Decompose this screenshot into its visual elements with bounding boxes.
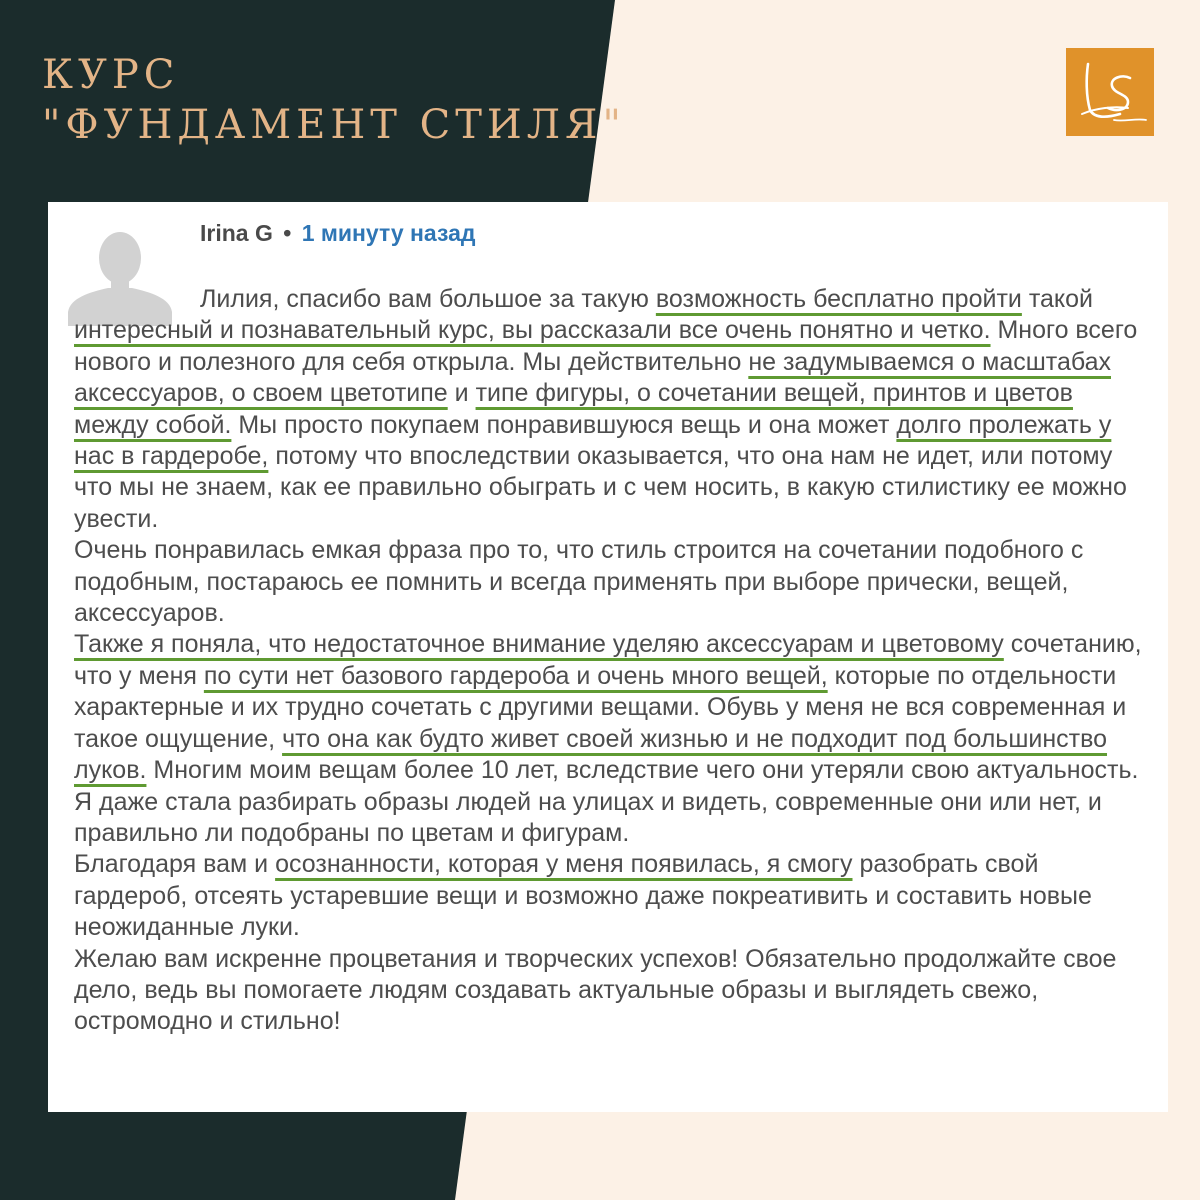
comment-text: такой [1021,285,1093,313]
comment-text: потому что впоследствии оказывается, что она нам не идет, или потому что мы не знаем, как ее правильно обыграть и с чем носить, в какую стилистику ее можно увести. [74,442,1127,533]
comment-paragraph [74,284,1149,535]
highlighted-phrase: возможность бесплатно пройти [655,285,1022,313]
comment-text: Лилия, спасибо вам большое за такую [200,285,656,313]
comment-text: сочетанию, что у меня [74,630,1142,690]
highlighted-phrase: что она как будто живет своей жизнью и не подходит под большинство луков. [74,724,1108,785]
comment-text: Много всего нового и полезного для себя открыла. Мы действительно [74,316,1138,376]
highlighted-phrase: интересный и познавательный курс, вы рассказали все очень понятно и четко. [74,316,991,345]
comment-paragraph [74,944,1149,1038]
ls-monogram-logo [1066,48,1154,136]
comment-text: и [447,379,476,408]
header-separator: • [283,220,292,246]
comment-body [74,284,1149,1038]
comment-text: Многим моим вещам более 10 лет, вследствие чего они утеряли свою актуальность. Я даже стала разбирать образы людей на улицах и видеть, современные они или нет, и правильно ли подобраны по цветам и фигурам. [74,756,1139,847]
comment-paragraph [74,535,1149,629]
highlighted-phrase: типе фигуры, о сочетании вещей, принтов и цветов между собой. [74,379,1073,439]
comment-text: Желаю вам искренне процветания и творческих успехов! Обязательно продолжайте свое дело, ведь вы помогаете людям создавать актуальные образы и выглядеть свежо, остромодно и стильно! [74,944,1117,1036]
comment-paragraph [74,849,1149,943]
comment-paragraph [74,629,1149,849]
comment-author[interactable]: Irina G [200,220,273,246]
review-card [48,202,1168,1112]
comment-text: которые по отдельности характерные и их трудно сочетать с другими вещами. Обувь у меня не вся современная и такое ощущение, [74,661,1127,753]
comment-text: Очень понравилась емкая фраза про то, что стиль строится на сочетании подобного с подобным, постараюсь ее помнить и всегда применять при выборе прически, вещей, аксессуаров. [74,536,1084,628]
highlighted-phrase: осознанности, которая у меня появилась, я смогу [275,850,853,879]
comment-header [200,220,476,247]
highlighted-phrase: не задумываемся о масштабах аксессуаров, о своем цветотипе [74,347,1111,408]
course-title-line-1: КУРС [42,52,180,98]
course-title-line-2: "ФУНДАМЕНТ СТИЛЯ" [42,102,626,148]
highlighted-phrase: Также я поняла, что недостаточное внимание уделяю аксессуарам и цветовому [74,630,1004,659]
comment-text: Благодаря вам и [74,850,276,879]
comment-timestamp-link[interactable]: 1 минуту назад [301,220,476,246]
comment-text: Мы просто покупаем понравившуюся вещь и она может [231,410,897,439]
comment-text: разобрать свой гардероб, отсеять устаревшие вещи и возможно даже покреативить и составить новые неожиданные луки. [74,850,1092,942]
highlighted-phrase: по сути нет базового гардероба и очень много вещей, [203,661,828,690]
highlighted-phrase: долго пролежать у нас в гардеробе, [74,410,1112,471]
course-title [42,50,626,150]
